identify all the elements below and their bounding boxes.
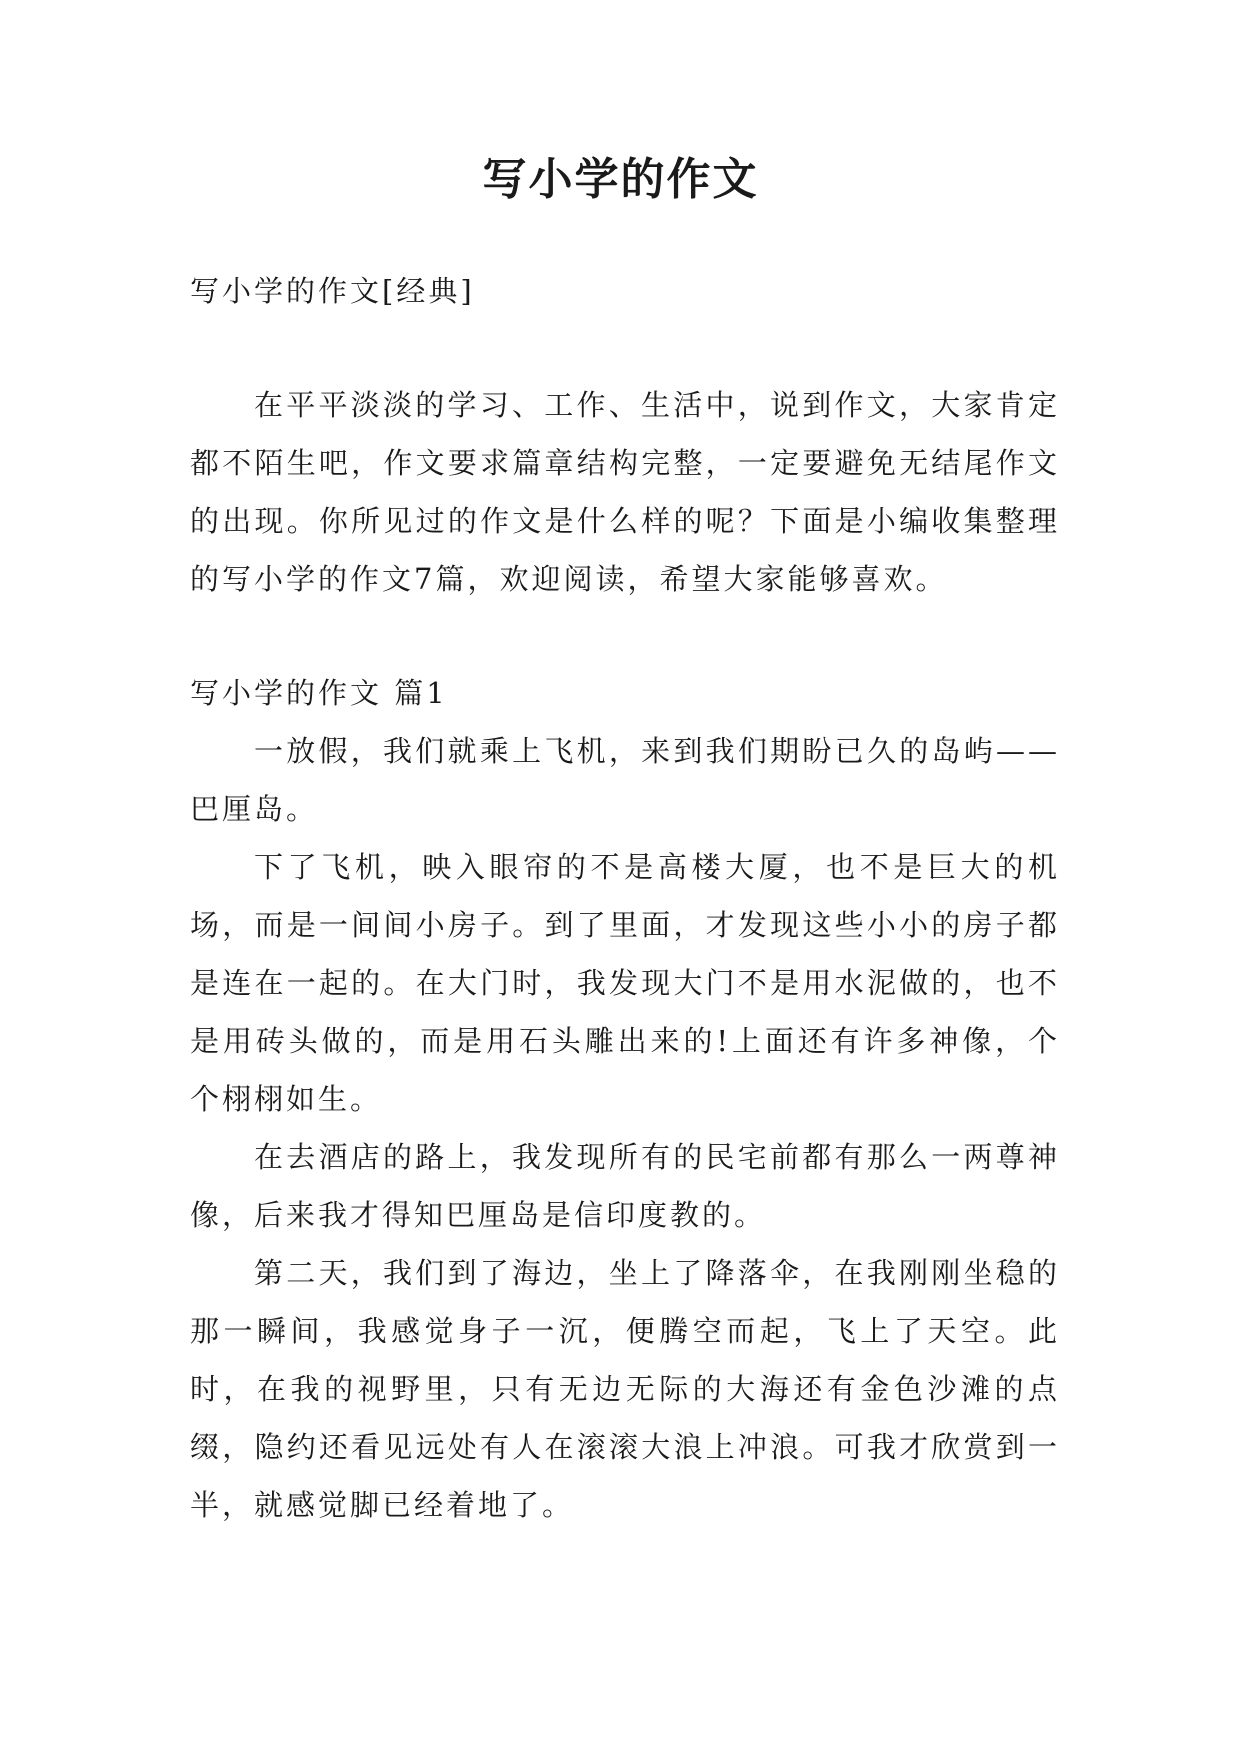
intro-paragraph: 在平平淡淡的学习、工作、生活中，说到作文，大家肯定都不陌生吧，作文要求篇章结构完整，一定要避免无结尾作文的出现。你所见过的作文是什么样的呢？下面是小编收集整理的写小学的作文7篇，欢迎阅读，希望大家能够喜欢。: [190, 388, 1060, 596]
body-paragraph: 在去酒店的路上，我发现所有的民宅前都有那么一两尊神像，后来我才得知巴厘岛是信印度教的。: [190, 1140, 1060, 1232]
body-paragraph: 一放假，我们就乘上飞机，来到我们期盼已久的岛屿——巴厘岛。: [190, 734, 1060, 826]
body-paragraph: 下了飞机，映入眼帘的不是高楼大厦，也不是巨大的机场，而是一间间小房子。到了里面，才发现这些小小的房子都是连在一起的。在大门时，我发现大门不是用水泥做的，也不是用砖头做的，而是用石头雕出来的!上面还有许多神像，个个栩栩如生。: [190, 850, 1060, 1116]
document-subtitle: 写小学的作文[经典]: [190, 274, 475, 308]
body-paragraph: 第二天，我们到了海边，坐上了降落伞，在我刚刚坐稳的那一瞬间，我感觉身子一沉，便腾空而起，飞上了天空。此时，在我的视野里，只有无边无际的大海还有金色沙滩的点缀，隐约还看见远处有人在滚滚大浪上冲浪。可我才欣赏到一半，就感觉脚已经着地了。: [190, 1256, 1060, 1522]
document-title: 写小学的作文: [482, 154, 759, 205]
section-heading: 写小学的作文 篇1: [190, 676, 448, 710]
document-body: [190, 262, 1060, 1534]
